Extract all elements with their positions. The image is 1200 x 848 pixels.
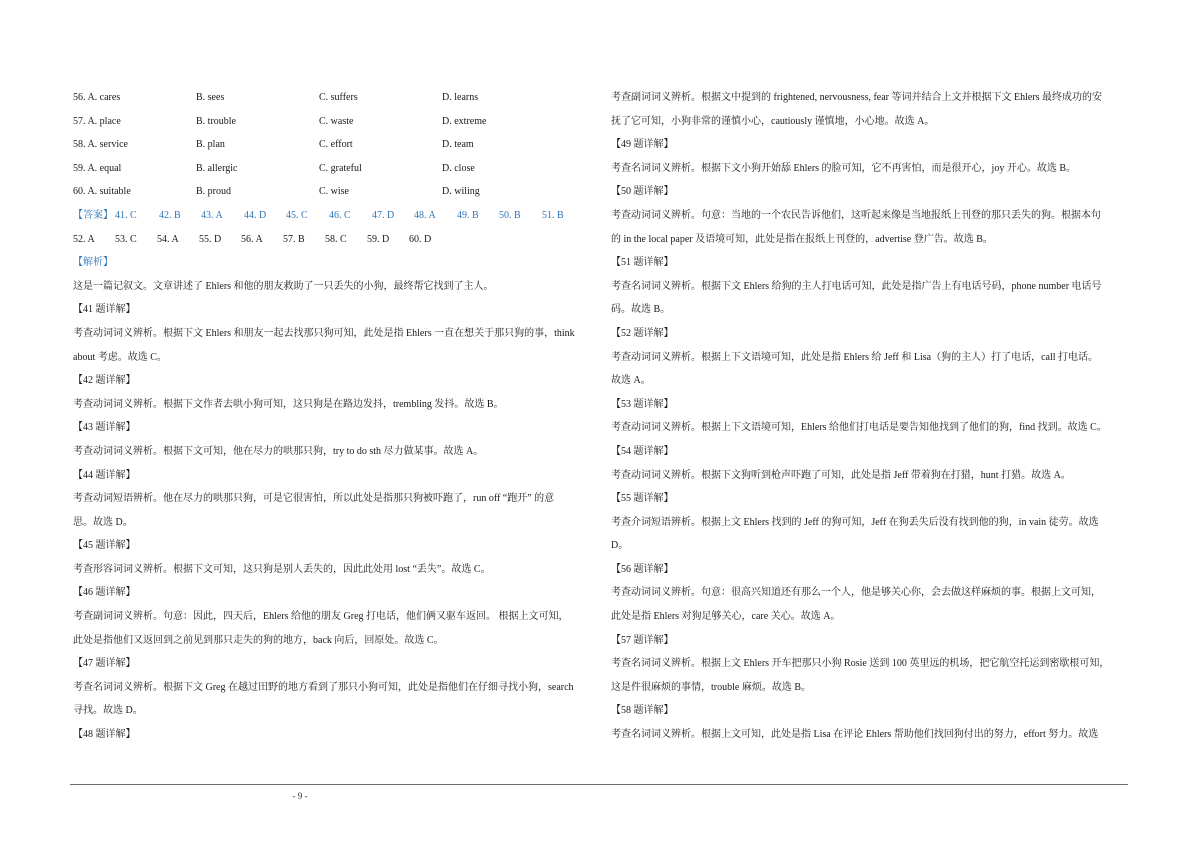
question-heading: 【44 题详解】 bbox=[73, 469, 136, 481]
answer-item: 45. C bbox=[286, 209, 308, 221]
explanation-line: 这是件很麻烦的事情，trouble 麻烦。故选 B。 bbox=[611, 681, 811, 693]
question-heading: 【47 题详解】 bbox=[73, 658, 136, 670]
option-a: 56. A. cares bbox=[73, 92, 121, 103]
option-row bbox=[73, 133, 590, 157]
question-heading: 【48 题详解】 bbox=[73, 729, 136, 741]
option-c: C. suffers bbox=[319, 92, 358, 103]
explanation-line: 考查动词词义辨析。根据下文作者去哄小狗可知，这只狗是在路边发抖，trembling 发抖。故选 B。 bbox=[73, 398, 504, 410]
option-a: 59. A. equal bbox=[73, 162, 122, 174]
answer-row-1 bbox=[73, 204, 590, 228]
explanation-line: 考查动词词义辨析。根据下文可知，他在尽力的哄那只狗，try to do sth 尽力做某事。故选 A。 bbox=[73, 445, 484, 457]
option-c: C. effort bbox=[319, 139, 353, 151]
option-row bbox=[73, 180, 590, 204]
option-b: B. allergic bbox=[196, 162, 238, 174]
explanation-line: 考查形容词词义辨析。根据下文可知，这只狗是别人丢失的，因此此处用 lost “丢失”。故选 C。 bbox=[73, 563, 491, 575]
option-b: B. proud bbox=[196, 186, 231, 198]
question-heading: 【52 题详解】 bbox=[611, 327, 674, 339]
answer-item: 55. D bbox=[199, 233, 222, 245]
option-row bbox=[73, 86, 590, 110]
option-d: D. team bbox=[442, 139, 474, 151]
answer-item: 54. A bbox=[157, 233, 179, 245]
option-a: 57. A. place bbox=[73, 115, 121, 127]
answer-item: 57. B bbox=[283, 233, 305, 245]
answer-item: 56. A bbox=[241, 233, 263, 245]
option-row bbox=[73, 157, 590, 181]
question-heading: 【49 题详解】 bbox=[611, 139, 674, 151]
explanation-line: 此处是指他们又返回到之前见到那只走失的狗的地方，back 向后，回原处。故选 C。 bbox=[73, 634, 444, 646]
explanation-line: 考查副词词义辨析。根据文中提到的 frightened, nervousness, fear 等词并结合上文并根据下文 Ehlers 最终成功的安 bbox=[611, 92, 1103, 103]
option-b: B. plan bbox=[196, 139, 225, 151]
explanation-line: 考查名词词义辨析。根据上文可知，此处是指 Lisa 在评论 Ehlers 帮助他们找回狗付出的努力，effort 努力。故选 bbox=[611, 729, 1099, 741]
question-heading: 【46 题详解】 bbox=[73, 587, 136, 599]
option-c: C. grateful bbox=[319, 162, 362, 174]
explanation-line: 故选 A。 bbox=[611, 375, 651, 387]
question-heading: 【55 题详解】 bbox=[611, 493, 674, 505]
explanation-line: 思。故选 D。 bbox=[73, 516, 133, 528]
option-b: B. trouble bbox=[196, 115, 236, 127]
answer-item: 58. C bbox=[325, 233, 347, 245]
answer-item: 51. B bbox=[542, 209, 564, 221]
question-heading: 【51 题详解】 bbox=[611, 257, 674, 269]
explanation-line: 抚了它可知，小狗非常的谨慎小心，cautiously 谨慎地，小心地。故选 A。 bbox=[611, 115, 935, 127]
explanation-line: 考查动词词义辨析。句意：很高兴知道还有那么一个人，他是够关心你，会去做这样麻烦的事。根据上文可知， bbox=[611, 587, 1101, 599]
question-heading: 【56 题详解】 bbox=[611, 563, 674, 575]
option-b: B. sees bbox=[196, 92, 225, 103]
option-list bbox=[73, 86, 590, 204]
answer-item: 46. C bbox=[329, 209, 351, 221]
explanation-line: 码。故选 B。 bbox=[611, 304, 671, 316]
analysis-label: 【解析】 bbox=[73, 257, 113, 269]
explanation-line: about 考虑。故选 C。 bbox=[73, 351, 167, 363]
explanation-line: 考查名词词义辨析。根据上文 Ehlers 开车把那只小狗 Rosie 送到 100 英里远的机场，把它航空托运到密歇根可知， bbox=[611, 658, 1110, 670]
explanation-line: 考查动词词义辨析。句意：当地的一个农民告诉他们，这听起来像是当地报纸上刊登的那只丢失的狗。根据本句 bbox=[611, 209, 1101, 221]
explanation-line: 考查名词词义辨析。根据下文 Ehlers 给狗的主人打电话可知，此处是指广告上有电话号码，phone number 电话号 bbox=[611, 280, 1102, 292]
explanation-line: 这是一篇记叙文。文章讲述了 Ehlers 和他的朋友救助了一只丢失的小狗，最终帮它找到了主人。 bbox=[73, 280, 494, 292]
answer-item: 52. A bbox=[73, 233, 95, 245]
option-d: D. close bbox=[442, 162, 475, 174]
footer-divider bbox=[70, 784, 1128, 785]
option-d: D. wiling bbox=[442, 186, 480, 198]
question-heading: 【53 题详解】 bbox=[611, 398, 674, 410]
option-a: 58. A. service bbox=[73, 139, 128, 151]
answer-label: 【答案】 bbox=[73, 209, 113, 221]
option-d: D. learns bbox=[442, 92, 479, 103]
question-heading: 【41 题详解】 bbox=[73, 304, 136, 316]
answer-row-2 bbox=[73, 228, 590, 252]
explanation-line: 考查名词词义辨析。根据下文 Greg 在越过田野的地方看到了那只小狗可知，此处是指他们在仔细寻找小狗，search bbox=[73, 681, 574, 693]
question-heading: 【57 题详解】 bbox=[611, 634, 674, 646]
explanation-line: 考查动词词义辨析。根据上下文语境可知，Ehlers 给他们打电话是要告知他找到了他们的狗，find 找到。故选 C。 bbox=[611, 422, 1107, 434]
left-body bbox=[73, 275, 590, 747]
option-row bbox=[73, 110, 590, 134]
question-heading: 【42 题详解】 bbox=[73, 375, 136, 387]
right-body bbox=[611, 86, 1129, 747]
explanation-line: D。 bbox=[611, 540, 629, 552]
explanation-line: 考查介词短语辨析。根据上文 Ehlers 找到的 Jeff 的狗可知，Jeff 在狗丢失后没有找到他的狗，in vain 徒劳。故选 bbox=[611, 516, 1099, 528]
answer-item: 42. B bbox=[159, 209, 181, 221]
answer-item: 47. D bbox=[372, 209, 395, 221]
right-column bbox=[611, 86, 1129, 747]
explanation-line: 考查名词词义辨析。根据下文小狗开始舔 Ehlers 的脸可知，它不再害怕，而是很开心，joy 开心。故选 B。 bbox=[611, 162, 1076, 174]
answer-item: 48. A bbox=[414, 209, 436, 221]
left-column bbox=[73, 86, 590, 747]
option-a: 60. A. suitable bbox=[73, 186, 131, 198]
page-number: - 9 - bbox=[292, 791, 308, 801]
answer-item: 50. B bbox=[499, 209, 521, 221]
answer-item: 49. B bbox=[457, 209, 479, 221]
question-heading: 【43 题详解】 bbox=[73, 422, 136, 434]
explanation-line: 考查动词词义辨析。根据上下文语境可知，此处是指 Ehlers 给 Jeff 和 Lisa（狗的主人）打了电话，call 打电话。 bbox=[611, 351, 1099, 363]
question-heading: 【45 题详解】 bbox=[73, 540, 136, 552]
answer-item: 60. D bbox=[409, 233, 432, 245]
explanation-line: 寻找。故选 D。 bbox=[73, 705, 143, 717]
explanation-line: 考查动词词义辨析。根据下文狗听到枪声吓跑了可知，此处是指 Jeff 带着狗在打猎，hunt 打猎。故选 A。 bbox=[611, 469, 1071, 481]
option-d: D. extreme bbox=[442, 115, 487, 127]
explanation-line: 此处是指 Ehlers 对狗足够关心，care 关心。故选 A。 bbox=[611, 611, 841, 623]
question-heading: 【54 题详解】 bbox=[611, 445, 674, 457]
answer-item: 59. D bbox=[367, 233, 390, 245]
answer-item: 41. C bbox=[115, 209, 137, 221]
answer-item: 43. A bbox=[201, 209, 223, 221]
answer-item: 44. D bbox=[244, 209, 267, 221]
explanation-line: 考查副词词义辨析。句意：因此，四天后，Ehlers 给他的朋友 Greg 打电话，他们俩又驱车返回。 根据上文可知， bbox=[73, 611, 569, 623]
answer-item: 53. C bbox=[115, 233, 137, 245]
option-c: C. wise bbox=[319, 186, 349, 198]
explanation-line: 的 in the local paper 及语境可知，此处是指在报纸上刊登的，advertise 登广告。故选 B。 bbox=[611, 233, 993, 245]
question-heading: 【50 题详解】 bbox=[611, 186, 674, 198]
option-c: C. waste bbox=[319, 115, 354, 127]
explanation-line: 考查动词词义辨析。根据下文 Ehlers 和朋友一起去找那只狗可知，此处是指 Ehlers 一直在想关于那只狗的事，think bbox=[73, 327, 575, 339]
explanation-line: 考查动词短语辨析。他在尽力的哄那只狗，可是它很害怕，所以此处是指那只狗被吓跑了，run off “跑开” 的意 bbox=[73, 493, 555, 505]
question-heading: 【58 题详解】 bbox=[611, 705, 674, 717]
